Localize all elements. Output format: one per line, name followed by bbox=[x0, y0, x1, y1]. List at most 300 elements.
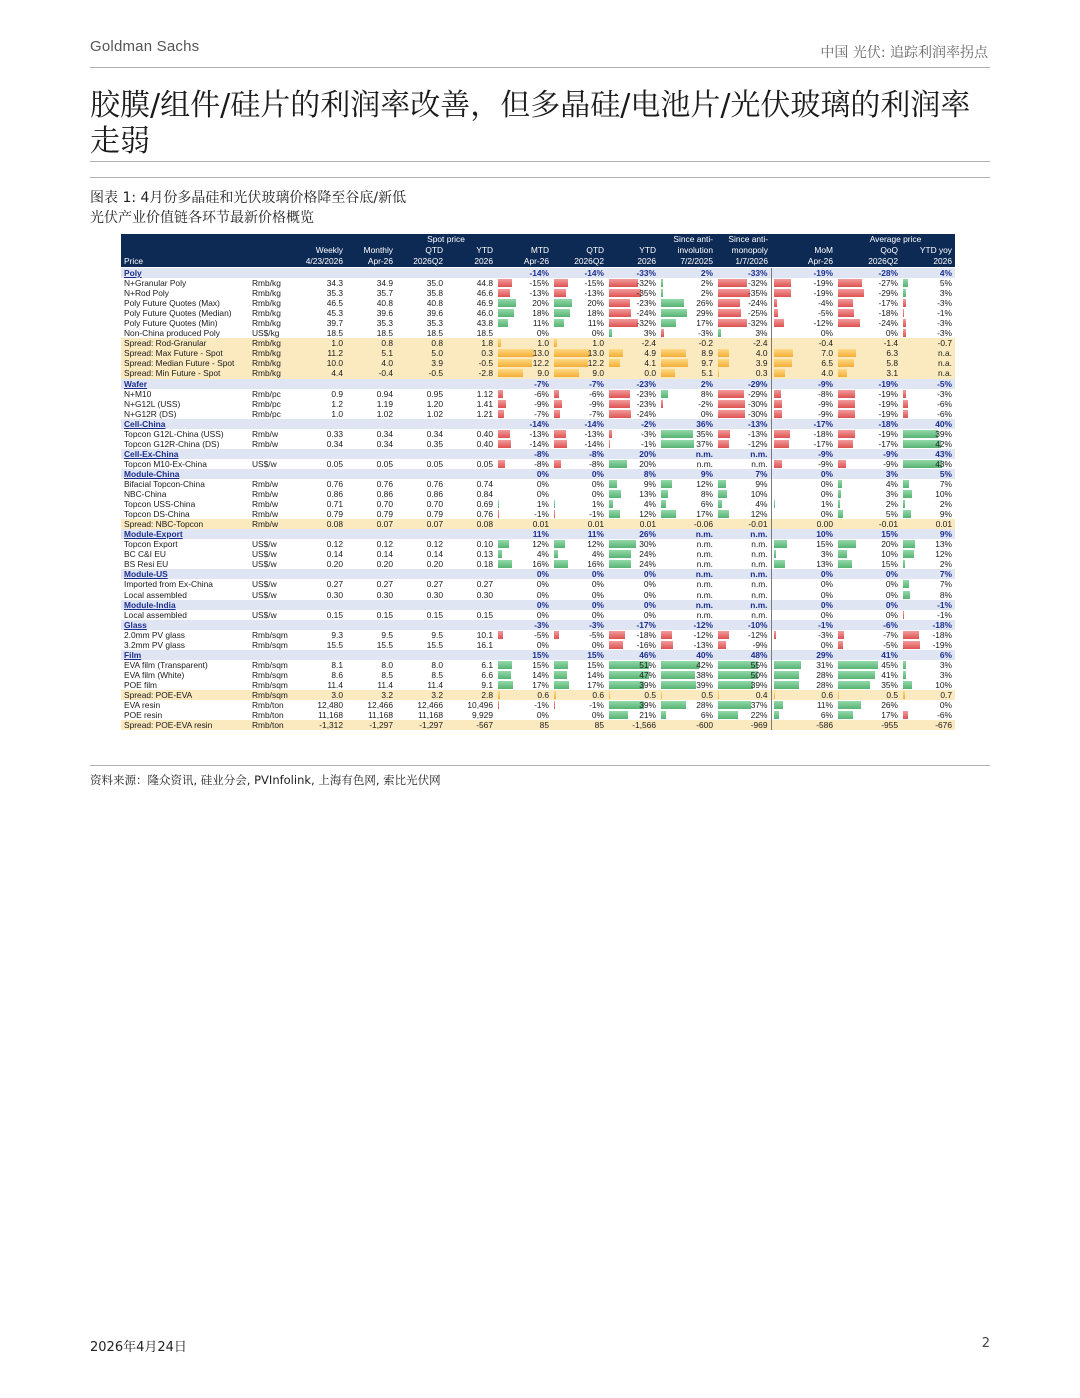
spot-value-cell: 1.41 bbox=[476, 398, 493, 409]
change-value: 48% bbox=[750, 649, 768, 660]
change-cell bbox=[836, 338, 901, 348]
change-value: 36% bbox=[696, 418, 713, 429]
change-cell bbox=[659, 389, 716, 399]
change-cell bbox=[552, 318, 607, 328]
change-cell bbox=[716, 519, 771, 529]
spot-value-cell: 10.0 bbox=[301, 358, 346, 368]
change-cell bbox=[901, 660, 955, 670]
change-cell bbox=[901, 348, 955, 358]
figure-rule bbox=[90, 177, 990, 178]
change-value: 50% bbox=[750, 669, 768, 680]
change-value: 0% bbox=[536, 589, 549, 600]
change-bar bbox=[838, 550, 847, 558]
change-value: -18% bbox=[813, 428, 833, 439]
change-cell bbox=[836, 328, 901, 338]
change-value: 20% bbox=[881, 539, 898, 550]
change-value: 3% bbox=[755, 328, 768, 339]
row-label: Topcon G12L-China (USS) bbox=[124, 428, 224, 439]
change-bar bbox=[903, 490, 912, 498]
change-value: -9% bbox=[883, 458, 898, 469]
change-cell bbox=[836, 710, 901, 720]
change-value: -5% bbox=[818, 308, 833, 319]
row-unit: US$/w bbox=[252, 559, 277, 570]
col-inv-2: involution bbox=[659, 245, 716, 256]
change-cell bbox=[496, 368, 552, 378]
table-section-row bbox=[121, 529, 955, 539]
change-cell bbox=[716, 529, 771, 539]
change-value: -17% bbox=[878, 438, 898, 449]
col-weekly-date: 4/23/2026 bbox=[301, 256, 346, 268]
change-cell bbox=[552, 529, 607, 539]
row-unit: Rmb/kg bbox=[252, 308, 281, 319]
spot-value-cell: 0.14 bbox=[326, 549, 343, 560]
change-bar bbox=[554, 299, 572, 307]
change-value: 37% bbox=[750, 700, 768, 711]
spot-value-cell: -0.5 bbox=[396, 368, 446, 378]
change-cell bbox=[716, 509, 771, 519]
change-cell bbox=[552, 519, 607, 529]
change-cell bbox=[836, 379, 901, 389]
change-bar bbox=[718, 289, 750, 297]
change-value: -0.01 bbox=[748, 519, 768, 530]
change-cell bbox=[659, 469, 716, 479]
change-cell bbox=[496, 308, 552, 318]
change-value: -18% bbox=[932, 629, 952, 640]
table-body bbox=[121, 268, 955, 731]
change-value: -10% bbox=[747, 619, 768, 630]
change-value: 1% bbox=[591, 499, 604, 510]
change-cell bbox=[836, 358, 901, 368]
change-cell bbox=[659, 379, 716, 389]
spot-value-cell: 0.94 bbox=[376, 388, 393, 399]
change-value: 41% bbox=[881, 649, 898, 660]
change-bar bbox=[774, 279, 791, 287]
spread-bar bbox=[838, 359, 854, 367]
change-value: 35% bbox=[881, 679, 898, 690]
change-cell bbox=[607, 720, 659, 730]
change-bar bbox=[498, 400, 506, 408]
change-value: 2% bbox=[700, 288, 713, 299]
change-bar bbox=[661, 440, 694, 448]
change-value: 0% bbox=[820, 489, 833, 500]
change-value: -1% bbox=[937, 308, 952, 319]
spot-value-cell: 1.2 bbox=[331, 398, 343, 409]
change-bar bbox=[498, 560, 512, 568]
change-value: -6% bbox=[534, 388, 549, 399]
change-bar bbox=[903, 400, 908, 408]
row-unit: US$/w bbox=[252, 458, 277, 469]
change-value: 10% bbox=[935, 489, 952, 500]
spot-value-cell: 0.70 bbox=[376, 499, 393, 510]
table-row bbox=[121, 690, 955, 700]
change-bar bbox=[498, 510, 499, 518]
change-bar bbox=[774, 540, 788, 548]
change-cell bbox=[716, 710, 771, 720]
change-bar bbox=[554, 661, 568, 669]
change-value: -29% bbox=[747, 378, 768, 389]
change-value: n.m. bbox=[695, 529, 713, 540]
change-cell bbox=[496, 700, 552, 710]
change-cell bbox=[659, 620, 716, 630]
change-value: 0% bbox=[820, 599, 833, 610]
change-value: n.m. bbox=[751, 539, 768, 550]
change-bar bbox=[554, 309, 570, 317]
change-cell bbox=[901, 549, 955, 559]
change-cell bbox=[771, 579, 836, 589]
spot-value-cell: 46.6 bbox=[476, 288, 493, 299]
change-cell bbox=[496, 549, 552, 559]
change-value: 42% bbox=[935, 438, 952, 449]
change-cell bbox=[659, 368, 716, 378]
change-value: 39% bbox=[750, 679, 768, 690]
table-section-row bbox=[121, 419, 955, 429]
change-value: 0% bbox=[820, 579, 833, 590]
change-cell bbox=[771, 479, 836, 489]
row-label: Bifacial Topcon-China bbox=[124, 478, 205, 489]
spot-value-cell: 0.40 bbox=[476, 438, 493, 449]
change-cell bbox=[607, 409, 659, 419]
change-bar bbox=[498, 309, 514, 317]
change-value: n.m. bbox=[696, 458, 713, 469]
change-value: 2% bbox=[939, 559, 952, 570]
change-value: -19% bbox=[813, 278, 833, 289]
change-value: n.a. bbox=[938, 348, 952, 359]
change-cell bbox=[836, 499, 901, 509]
change-value: -3% bbox=[937, 388, 952, 399]
change-cell bbox=[552, 278, 607, 288]
change-cell bbox=[901, 630, 955, 640]
spot-value-cell: 35.8 bbox=[426, 288, 443, 299]
change-cell bbox=[659, 610, 716, 620]
change-cell bbox=[901, 710, 955, 720]
change-value: -1% bbox=[589, 700, 604, 711]
change-value: 0% bbox=[591, 468, 604, 479]
row-unit bbox=[249, 419, 301, 429]
spot-value-cell: 0.27 bbox=[376, 579, 393, 590]
change-value: n.m. bbox=[696, 539, 713, 550]
change-cell bbox=[716, 419, 771, 429]
table-row bbox=[121, 439, 955, 449]
change-cell bbox=[552, 389, 607, 399]
spot-value-cell bbox=[346, 600, 396, 610]
change-cell bbox=[496, 479, 552, 489]
change-cell bbox=[659, 399, 716, 409]
change-bar bbox=[718, 500, 722, 508]
change-cell bbox=[552, 479, 607, 489]
change-value: 10% bbox=[935, 679, 952, 690]
change-value: -0.7 bbox=[937, 338, 952, 349]
spread-bar bbox=[498, 359, 532, 367]
change-bar bbox=[554, 440, 567, 448]
change-bar bbox=[661, 400, 663, 408]
change-value: 13% bbox=[639, 489, 656, 500]
change-cell bbox=[901, 358, 955, 368]
change-value: 12% bbox=[587, 539, 604, 550]
spot-value-cell: 0.20 bbox=[426, 559, 443, 570]
spot-value-cell: 0.34 bbox=[326, 438, 343, 449]
change-value: 4% bbox=[885, 478, 898, 489]
change-value: -13% bbox=[693, 639, 713, 650]
change-value: 7% bbox=[939, 579, 952, 590]
change-bar bbox=[774, 701, 784, 709]
change-value: -18% bbox=[932, 619, 952, 630]
change-cell bbox=[901, 519, 955, 529]
change-value: -14% bbox=[529, 418, 549, 429]
change-value: 0% bbox=[885, 609, 898, 620]
change-bar bbox=[718, 681, 753, 689]
change-value: 13.0 bbox=[532, 348, 549, 359]
col-yoy: YTD yoy bbox=[901, 245, 955, 256]
spot-value-cell bbox=[346, 469, 396, 479]
change-bar bbox=[498, 540, 509, 548]
change-bar bbox=[609, 550, 631, 558]
change-value: -1% bbox=[818, 619, 833, 630]
change-value: 4% bbox=[643, 499, 656, 510]
change-cell bbox=[836, 318, 901, 328]
change-cell bbox=[607, 509, 659, 519]
change-value: 43% bbox=[935, 458, 952, 469]
spot-value-cell bbox=[446, 469, 496, 479]
change-value: 45% bbox=[881, 659, 898, 670]
change-bar bbox=[498, 299, 516, 307]
change-cell bbox=[496, 439, 552, 449]
change-value: 22% bbox=[750, 710, 768, 721]
change-cell bbox=[771, 368, 836, 378]
change-bar bbox=[774, 410, 782, 418]
change-cell bbox=[659, 569, 716, 579]
change-value: 21% bbox=[639, 710, 656, 721]
change-value: -33% bbox=[747, 268, 768, 278]
spread-bar bbox=[774, 369, 785, 377]
change-value: -23% bbox=[636, 388, 656, 399]
change-value: -27% bbox=[878, 278, 898, 289]
change-value: n.m. bbox=[696, 589, 713, 600]
change-value: 15% bbox=[816, 539, 833, 550]
change-value: n.m. bbox=[750, 599, 768, 610]
change-value: 17% bbox=[532, 679, 549, 690]
change-value: -13% bbox=[747, 428, 768, 439]
change-value: 29% bbox=[696, 308, 713, 319]
col-monthly-date: Apr-26 bbox=[346, 256, 396, 268]
change-cell bbox=[836, 620, 901, 630]
change-cell bbox=[607, 429, 659, 439]
col-ytd: YTD bbox=[446, 245, 496, 256]
change-bar bbox=[903, 329, 906, 337]
change-cell bbox=[836, 288, 901, 298]
table-row bbox=[121, 459, 955, 469]
change-cell bbox=[552, 368, 607, 378]
change-value: -30% bbox=[747, 398, 768, 409]
spot-value-cell bbox=[396, 469, 446, 479]
spot-value-cell: 46.9 bbox=[476, 298, 493, 309]
change-cell bbox=[836, 529, 901, 539]
row-label: Poly bbox=[121, 268, 249, 279]
row-label: Spread: Max Future - Spot bbox=[121, 348, 249, 358]
spot-value-cell: 0.84 bbox=[476, 489, 493, 500]
change-cell bbox=[771, 469, 836, 479]
change-bar bbox=[718, 430, 730, 438]
change-value: 1% bbox=[820, 499, 833, 510]
change-cell bbox=[836, 469, 901, 479]
row-unit: Rmb/ton bbox=[252, 700, 284, 711]
change-value: -13% bbox=[529, 288, 549, 299]
spot-value-cell: 0.18 bbox=[476, 559, 493, 570]
change-bar bbox=[903, 430, 938, 438]
spot-value-cell bbox=[396, 379, 446, 389]
table-row bbox=[121, 479, 955, 489]
change-value: 10% bbox=[881, 549, 898, 560]
change-value: -23% bbox=[636, 298, 656, 309]
change-value: 9% bbox=[939, 509, 952, 520]
change-bar bbox=[774, 671, 799, 679]
change-value: 0% bbox=[700, 408, 713, 419]
spread-bar bbox=[661, 369, 675, 377]
row-label: Cell-China bbox=[121, 419, 249, 429]
spot-value-cell: 5.1 bbox=[346, 348, 396, 358]
change-value: 9% bbox=[643, 478, 656, 489]
table-row bbox=[121, 670, 955, 680]
change-value: 0% bbox=[820, 478, 833, 489]
change-value: 17% bbox=[696, 509, 713, 520]
footer-date: 2026年4月24日 bbox=[90, 1340, 187, 1355]
change-cell bbox=[716, 499, 771, 509]
spot-value-cell: 8.0 bbox=[381, 659, 393, 670]
change-cell bbox=[771, 600, 836, 610]
change-cell bbox=[901, 439, 955, 449]
change-cell bbox=[836, 399, 901, 409]
change-value: -8% bbox=[589, 458, 604, 469]
change-cell bbox=[771, 449, 836, 459]
change-value: 0% bbox=[820, 639, 833, 650]
change-value: -13% bbox=[584, 428, 604, 439]
spot-value-cell: 9.1 bbox=[481, 679, 493, 690]
change-value: 0% bbox=[536, 599, 549, 610]
row-unit: Rmb/pc bbox=[252, 398, 281, 409]
table-section-row bbox=[121, 650, 955, 660]
change-cell bbox=[836, 559, 901, 569]
change-value: -7% bbox=[883, 629, 898, 640]
change-bar bbox=[554, 631, 559, 639]
spot-value-cell: 0.30 bbox=[326, 589, 343, 600]
change-cell bbox=[901, 459, 955, 469]
change-bar bbox=[718, 299, 740, 307]
spot-value-cell: 0.3 bbox=[446, 348, 496, 358]
change-bar bbox=[661, 661, 699, 669]
change-bar bbox=[774, 460, 782, 468]
spot-value-cell bbox=[301, 469, 346, 479]
change-bar bbox=[661, 309, 687, 317]
change-cell bbox=[552, 409, 607, 419]
change-cell bbox=[496, 590, 552, 600]
row-unit bbox=[249, 449, 301, 459]
change-cell bbox=[552, 620, 607, 630]
change-cell bbox=[659, 539, 716, 549]
change-value: 0.0 bbox=[644, 368, 656, 379]
row-label: Film bbox=[121, 650, 249, 660]
spot-value-cell: 18.5 bbox=[326, 328, 343, 339]
table-row bbox=[121, 308, 955, 318]
spot-value-cell: 15.5 bbox=[376, 639, 393, 650]
change-cell bbox=[716, 469, 771, 479]
change-value: 39% bbox=[639, 700, 656, 711]
row-label: N+M10 bbox=[124, 388, 152, 399]
change-bar bbox=[498, 671, 511, 679]
change-value: -32% bbox=[747, 278, 768, 289]
change-cell bbox=[496, 348, 552, 358]
change-cell bbox=[607, 640, 659, 650]
change-value: -7% bbox=[589, 378, 604, 389]
change-value: 7% bbox=[939, 478, 952, 489]
brand-name: Goldman Sachs bbox=[90, 38, 200, 55]
change-value: 55% bbox=[750, 659, 768, 670]
change-value: 0% bbox=[591, 579, 604, 590]
spot-value-cell bbox=[446, 650, 496, 660]
change-value: 0% bbox=[820, 569, 833, 580]
change-value: -24% bbox=[747, 298, 768, 309]
table-row bbox=[121, 318, 955, 328]
row-unit bbox=[249, 600, 301, 610]
change-cell bbox=[836, 519, 901, 529]
spot-value-cell bbox=[346, 419, 396, 429]
change-cell bbox=[771, 409, 836, 419]
change-cell bbox=[496, 660, 552, 670]
spot-value-cell: 4.0 bbox=[346, 358, 396, 368]
spot-value-cell bbox=[446, 569, 496, 579]
spot-value-cell: -1,312 bbox=[301, 720, 346, 730]
change-bar bbox=[661, 490, 668, 498]
change-cell bbox=[659, 680, 716, 690]
source-rule bbox=[90, 765, 990, 766]
change-value: -1% bbox=[641, 438, 656, 449]
change-cell bbox=[901, 590, 955, 600]
change-cell bbox=[659, 358, 716, 368]
col-qtd2: QTD bbox=[552, 245, 607, 256]
change-value: 2% bbox=[939, 499, 952, 510]
change-value: 2% bbox=[700, 378, 713, 389]
change-cell bbox=[716, 620, 771, 630]
change-bar bbox=[903, 390, 906, 398]
change-value: 6% bbox=[939, 649, 952, 660]
spot-value-cell: 9.5 bbox=[381, 629, 393, 640]
spot-value-cell bbox=[396, 620, 446, 630]
change-value: -15% bbox=[584, 278, 604, 289]
row-unit: Rmb/w bbox=[252, 509, 279, 520]
spot-value-cell: 0.86 bbox=[326, 489, 343, 500]
change-bar bbox=[838, 560, 852, 568]
spot-value-cell: 35.3 bbox=[426, 318, 443, 329]
row-label: Local assembled bbox=[124, 609, 187, 620]
change-bar bbox=[554, 681, 569, 689]
change-bar bbox=[903, 711, 908, 719]
spread-bar bbox=[554, 691, 556, 699]
change-cell bbox=[496, 338, 552, 348]
row-unit: Rmb/w bbox=[249, 519, 301, 529]
change-value: -3% bbox=[937, 298, 952, 309]
row-label: POE resin bbox=[124, 710, 163, 721]
spot-value-cell: 1.0 bbox=[331, 408, 343, 419]
change-value: -2% bbox=[698, 398, 713, 409]
change-cell bbox=[901, 720, 955, 730]
spread-bar bbox=[609, 359, 620, 367]
table-row bbox=[121, 298, 955, 308]
change-cell bbox=[607, 358, 659, 368]
change-value: 12% bbox=[750, 509, 768, 520]
row-unit: Rmb/kg bbox=[252, 288, 281, 299]
table-row bbox=[121, 590, 955, 600]
spot-value-cell: 1.02 bbox=[426, 408, 443, 419]
spread-bar bbox=[838, 349, 856, 357]
row-unit: US$/w bbox=[252, 589, 277, 600]
